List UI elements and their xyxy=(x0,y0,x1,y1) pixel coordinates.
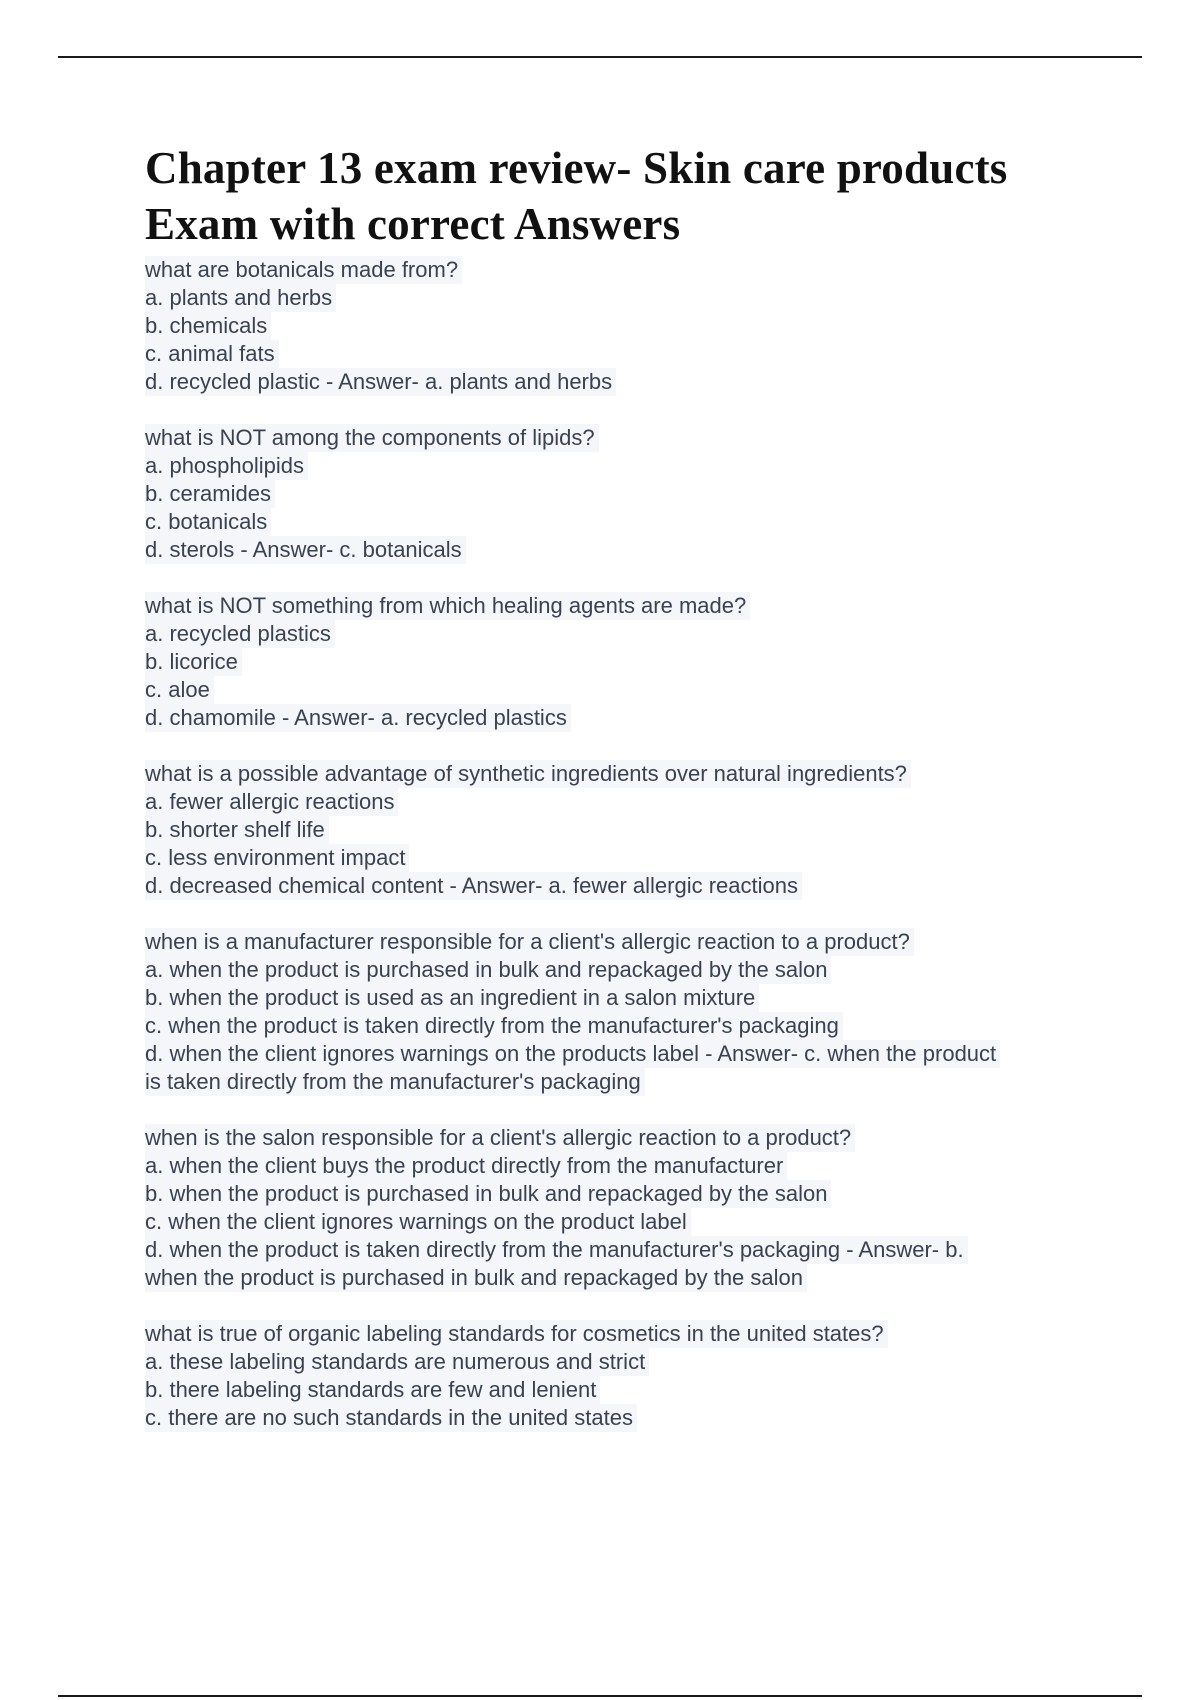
answer-option-line: d. chamomile - Answer- a. recycled plastics xyxy=(145,704,571,732)
question-block xyxy=(145,1124,1095,1292)
answer-option-line: b. shorter shelf life xyxy=(145,816,329,844)
answer-option-line: d. when the product is taken directly from the manufacturer's packaging - Answer- b. xyxy=(145,1236,968,1264)
answer-option-line: d. sterols - Answer- c. botanicals xyxy=(145,536,466,564)
document-body xyxy=(145,140,1095,1460)
question-text: when is the salon responsible for a client's allergic reaction to a product? xyxy=(145,1124,855,1152)
answer-option-line: b. chemicals xyxy=(145,312,271,340)
question-text: what is a possible advantage of synthetic ingredients over natural ingredients? xyxy=(145,760,911,788)
question-text: what are botanicals made from? xyxy=(145,256,462,284)
answer-option-line: when the product is purchased in bulk and repackaged by the salon xyxy=(145,1264,807,1292)
answer-option-line: d. recycled plastic - Answer- a. plants and herbs xyxy=(145,368,616,396)
answer-option-line: b. when the product is purchased in bulk and repackaged by the salon xyxy=(145,1180,831,1208)
answer-option-line: a. plants and herbs xyxy=(145,284,336,312)
answer-option-line: b. licorice xyxy=(145,648,242,676)
answer-option-line: a. fewer allergic reactions xyxy=(145,788,398,816)
bottom-divider xyxy=(58,1695,1142,1697)
answer-option-line: a. when the client buys the product directly from the manufacturer xyxy=(145,1152,787,1180)
question-block xyxy=(145,256,1095,396)
answer-option-line: d. when the client ignores warnings on the products label - Answer- c. when the product xyxy=(145,1040,1000,1068)
answer-option-line: a. phospholipids xyxy=(145,452,308,480)
question-block xyxy=(145,1320,1095,1432)
question-text: what is NOT something from which healing agents are made? xyxy=(145,592,750,620)
title-line-1: Chapter 13 exam review- Skin care products xyxy=(145,143,1008,193)
answer-option-line: c. aloe xyxy=(145,676,214,704)
document-title xyxy=(145,140,1095,252)
question-text: when is a manufacturer responsible for a client's allergic reaction to a product? xyxy=(145,928,914,956)
answer-option-line: c. when the client ignores warnings on the product label xyxy=(145,1208,691,1236)
top-divider xyxy=(58,56,1142,58)
question-text: what is true of organic labeling standards for cosmetics in the united states? xyxy=(145,1320,888,1348)
answer-option-line: b. there labeling standards are few and lenient xyxy=(145,1376,600,1404)
answer-option-line: b. ceramides xyxy=(145,480,275,508)
answer-option-line: a. when the product is purchased in bulk and repackaged by the salon xyxy=(145,956,831,984)
question-text: what is NOT among the components of lipids? xyxy=(145,424,599,452)
question-block xyxy=(145,424,1095,564)
question-block xyxy=(145,760,1095,900)
answer-option-line: is taken directly from the manufacturer's packaging xyxy=(145,1068,645,1096)
title-line-2: Exam with correct Answers xyxy=(145,199,681,249)
question-list xyxy=(145,256,1095,1432)
answer-option-line: d. decreased chemical content - Answer- a. fewer allergic reactions xyxy=(145,872,802,900)
answer-option-line: c. animal fats xyxy=(145,340,279,368)
answer-option-line: a. recycled plastics xyxy=(145,620,335,648)
answer-option-line: c. less environment impact xyxy=(145,844,409,872)
answer-option-line: b. when the product is used as an ingredient in a salon mixture xyxy=(145,984,759,1012)
answer-option-line: c. when the product is taken directly from the manufacturer's packaging xyxy=(145,1012,843,1040)
question-block xyxy=(145,928,1095,1096)
answer-option-line: a. these labeling standards are numerous and strict xyxy=(145,1348,649,1376)
answer-option-line: c. there are no such standards in the united states xyxy=(145,1404,637,1432)
question-block xyxy=(145,592,1095,732)
answer-option-line: c. botanicals xyxy=(145,508,271,536)
